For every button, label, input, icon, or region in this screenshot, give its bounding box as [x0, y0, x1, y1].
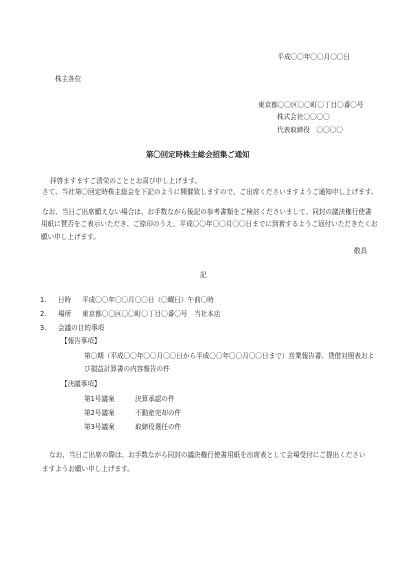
agenda-title: 決算承認の件 — [135, 395, 175, 403]
report-line-2: び損益計算書の内容報告の件 — [84, 365, 170, 373]
greeting: 拝啓ますますご清栄のこととお喜び申し上げます。 — [50, 177, 202, 185]
resolution-heading: 【決議事項】 — [61, 380, 101, 388]
agenda-number: 第3号議案 — [84, 423, 115, 431]
item-row — [40, 324, 104, 332]
paragraph-1: さて、当社第〇回定時株主総会を下記のように開催致しますので、ご出席くださいますようご通知申し上げます。 — [42, 188, 378, 196]
closing-keigu: 敬具 — [353, 247, 367, 255]
footer-line-1: なお、当日ご出席の際は、お手数ながら同封の議決権行使書用紙を出席表として会場受付にご提出ください — [49, 451, 366, 459]
item-label: 日時 — [58, 296, 72, 304]
sender-representative: 代表取締役 〇〇〇〇 — [277, 126, 343, 134]
item-number: 3. — [40, 324, 47, 332]
item-row — [40, 310, 220, 318]
report-line-1: 第〇期（平成〇〇年〇〇月〇〇日から平成〇〇年〇〇月〇〇日まで）営業報告書、貸借対照表およ — [84, 352, 375, 360]
footer-line-2: ますようお願い申し上げます。 — [42, 465, 134, 473]
sender-company: 株式会社〇〇〇〇 — [277, 113, 330, 121]
item-number: 1. — [40, 296, 47, 304]
paragraph-2-line-1: なお、当日ご出席願えない場合は、お手数ながら後記の参考書類をご検討くださいまして、同封の議決権行使書 — [42, 208, 372, 216]
agenda-title: 取締役選任の件 — [135, 423, 182, 431]
document-date: 平成〇〇年〇〇月〇〇日 — [277, 53, 350, 61]
item-row — [40, 296, 214, 304]
item-value: 東京都〇〇区〇〇町〇丁目〇番〇号 当社本店 — [82, 310, 221, 318]
item-value: 平成〇〇年〇〇月〇〇日（〇曜日）午前〇時 — [82, 296, 214, 304]
document-title: 第〇回定時株主総会招集ご通知 — [146, 150, 250, 159]
paragraph-2-line-2: 用紙に賛否をご表示いただき、ご捺印のうえ、平成〇〇年〇〇月〇〇日までに到着するようご返付いただきたくお — [41, 220, 378, 228]
agenda-number: 第1号議案 — [84, 395, 115, 403]
agenda-row — [84, 423, 181, 431]
recipient: 株主各位 — [55, 75, 82, 83]
agenda-row — [84, 409, 181, 417]
agenda-number: 第2号議案 — [84, 409, 115, 417]
item-number: 2. — [40, 310, 47, 318]
agenda-title: 不動産売却の件 — [135, 409, 182, 417]
paragraph-2-line-3: 願い申し上げます。 — [41, 233, 100, 241]
report-heading: 【報告事項】 — [61, 337, 101, 345]
item-label: 会議の目的事項 — [58, 324, 105, 332]
sender-address: 東京都〇〇区〇〇町〇丁目〇番〇号 — [258, 101, 364, 109]
agenda-row — [84, 395, 175, 403]
item-label: 場所 — [58, 310, 72, 318]
ki-heading: 記 — [200, 271, 207, 279]
